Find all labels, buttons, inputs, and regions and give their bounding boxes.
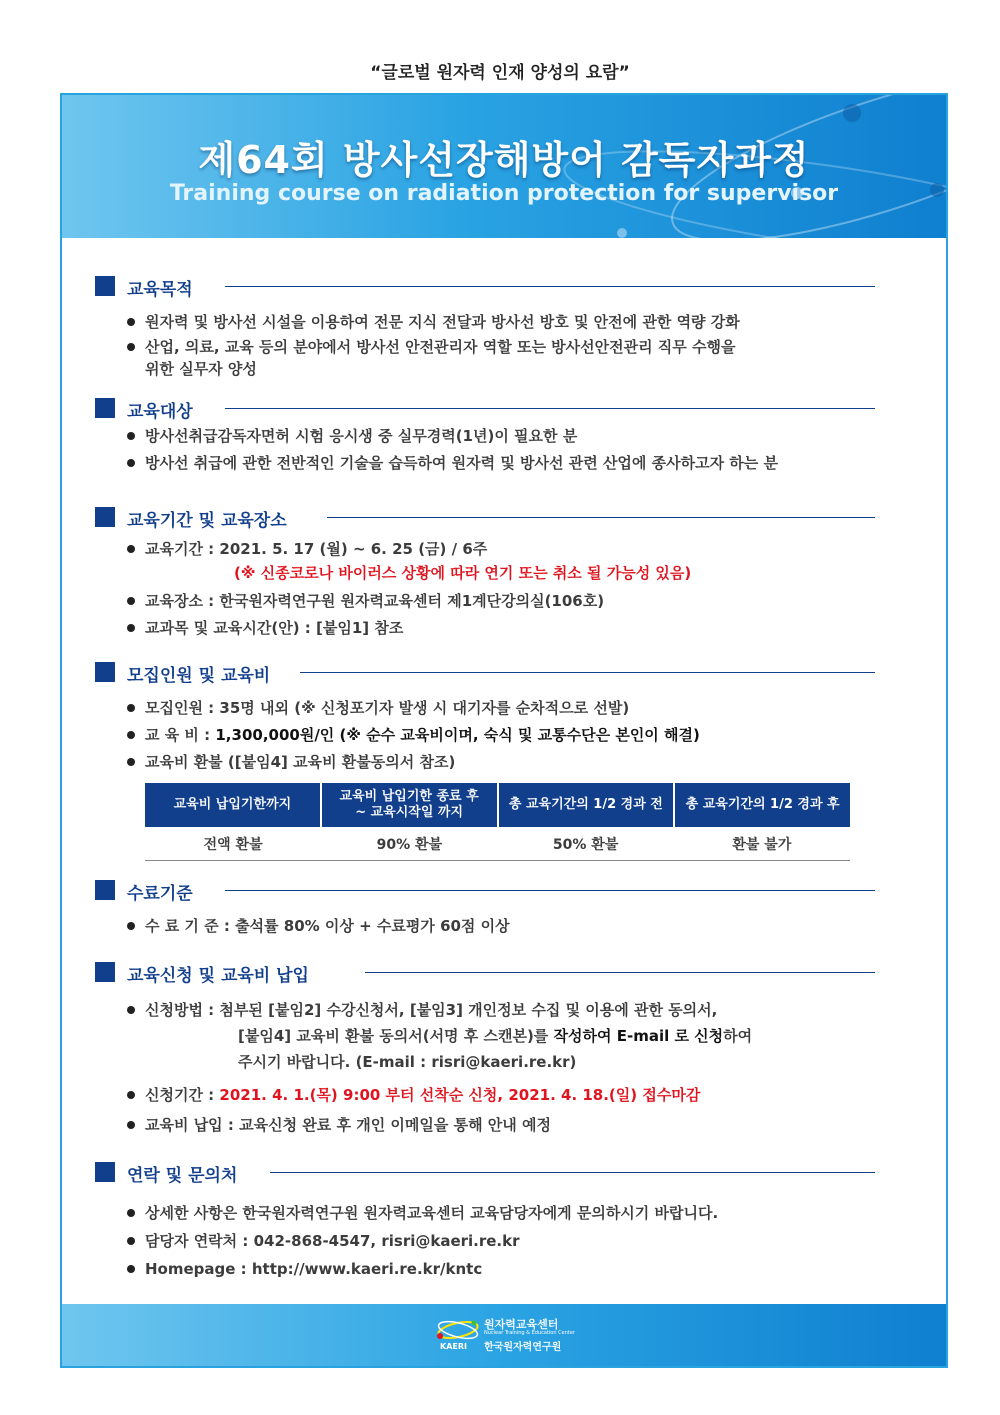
people-label: 모집인원 : [145,699,215,717]
logo-center-name-en: Nuclear Training & Education Center [484,1330,575,1336]
payment-item: 교육비 납입 : 교육신청 완료 후 개인 이메일을 통해 안내 예정 [145,1116,551,1134]
apply-method-line1: 첨부된 [붙임2] 수강신청서, [붙임3] 개인정보 수집 및 이용에 관한 동의서, [219,1001,718,1019]
refund-header-cell: 교육비 납입기한까지 [145,783,322,827]
covid-notice: (※ 신종코로나 바이러스 상황에 따라 연기 또는 취소 될 가능성 있음) [234,564,692,582]
apply-method-line3: 주시기 바랍니다. (E-mail : risri@kaeri.re.kr) [238,1053,577,1071]
section-title: 교육목적 [127,275,203,300]
section-title: 교육신청 및 교육비 납입 [127,961,319,986]
section-square-icon [95,398,115,418]
fee-value: 1,300,000원/인 (※ 순수 교육비이며, 숙식 및 교통수단은 본인이 해결) [215,726,700,744]
kaeri-logo [434,1316,594,1356]
logo-brand: KAERI [440,1342,467,1351]
section-square-icon [95,962,115,982]
section-rule [225,408,875,409]
section-rule [225,890,875,891]
section-recruit [95,661,875,686]
kaeri-orbit-icon [434,1316,482,1342]
target-item-1: 방사선취급감독자면허 시험 응시생 중 실무경력(1년)이 필요한 분 [145,427,578,445]
section-square-icon [95,276,115,296]
section-purpose [95,275,875,300]
refund-value-cell: 90% 환불 [376,836,443,853]
section-completion [95,879,875,904]
section-rule [365,972,875,973]
completion-item: 수 료 기 준 : 출석률 80% 이상 + 수료평가 60점 이상 [145,917,510,935]
refund-table [145,783,850,861]
apply-method-item [145,999,717,1021]
section-rule [270,1172,875,1173]
place-item: 교육장소 : 한국원자력연구원 원자력교육센터 제1계단강의실(106호) [145,592,605,610]
refund-table-header [145,783,850,827]
fee-label: 교 육 비 : [145,726,211,744]
contact-item-2: 담당자 연락처 : 042-868-4547, risri@kaeri.re.kr [145,1232,520,1250]
subject-item: 교과목 및 교육시간(안) : [붙임1] 참조 [145,619,404,637]
period-item: 교육기간 : 2021. 5. 17 (월) ~ 6. 25 (금) / 6주 [145,540,488,558]
homepage-item: Homepage : http://www.kaeri.re.kr/kntc [145,1260,483,1278]
banner [62,95,946,238]
apply-method-line2-c: 하여 [723,1027,753,1045]
section-square-icon [95,662,115,682]
section-apply [95,961,875,986]
apply-method-line2-emphasis: 작성하여 E-mail 로 신청 [553,1027,724,1045]
purpose-item-2: 산업, 의료, 교육 등의 분야에서 방사선 안전관리자 역할 또는 방사선안전관리 직무 수행을 [145,338,736,356]
apply-period-label: 신청기간 : [145,1086,215,1104]
refund-value-cell: 50% 환불 [552,836,619,853]
refund-item: 교육비 환불 ([붙임4] 교육비 환불동의서 참조) [145,753,456,771]
section-rule [300,672,875,673]
section-title: 교육기간 및 교육장소 [127,506,297,531]
purpose-item-1: 원자력 및 방사선 시설을 이용하여 전문 지식 전달과 방사선 방호 및 안전에 관한 역량 강화 [145,313,740,331]
refund-table-row [145,827,850,861]
slogan: “글로벌 원자력 인재 양성의 요람” [370,63,630,83]
section-square-icon [95,507,115,527]
apply-period-value: 2021. 4. 1.(목) 9:00 부터 선착순 신청, 2021. 4. 18.(일) 접수마감 [219,1086,701,1104]
purpose-item-2-cont: 위한 실무자 양성 [145,360,257,378]
course-title: 제64회 방사선장해방어 감독자과정 [198,138,810,182]
target-item-2: 방사선 취급에 관한 전반적인 기술을 습득하여 원자력 및 방사선 관련 산업에 종사하고자 하는 분 [145,454,779,472]
section-title: 연락 및 문의처 [127,1161,247,1186]
fee-item [145,724,700,746]
section-title: 수료기준 [127,879,203,904]
apply-period-item [145,1084,700,1106]
section-period [95,506,875,531]
apply-method-line2 [238,1025,752,1047]
section-title: 모집인원 및 교육비 [127,661,280,686]
refund-value-cell: 환불 불가 [732,836,792,853]
refund-header-cell: 총 교육기간의 1/2 경과 전 [499,783,676,827]
apply-method-line2-a: [붙임4] 교육비 환불 동의서(서명 후 스캔본)를 [238,1027,549,1045]
refund-header-cell: 총 교육기간의 1/2 경과 후 [675,783,850,827]
people-value: 35명 내외 [219,699,289,717]
logo-institute: 한국원자력연구원 [484,1342,562,1353]
people-note: (※ 신청포기자 발생 시 대기자를 순차적으로 선발) [294,699,630,717]
footer-band [62,1304,946,1366]
section-square-icon [95,880,115,900]
people-item [145,697,629,719]
contact-item-1: 상세한 사항은 한국원자력연구원 원자력교육센터 교육담당자에게 문의하시기 바랍니다. [145,1204,719,1222]
section-target [95,397,875,422]
apply-method-label: 신청방법 : [145,1001,215,1019]
section-contact [95,1161,875,1186]
refund-header-cell: 교육비 납입기한 종료 후 ~ 교육시작일 까지 [322,783,499,827]
refund-value-cell: 전액 환불 [203,836,263,853]
section-title: 교육대상 [127,397,203,422]
section-square-icon [95,1162,115,1182]
logo-center-name: 원자력교육센터 [484,1318,559,1331]
section-rule [327,517,875,518]
course-subtitle: Training course on radiation protection for supervisor [169,181,839,206]
section-rule [225,286,875,287]
